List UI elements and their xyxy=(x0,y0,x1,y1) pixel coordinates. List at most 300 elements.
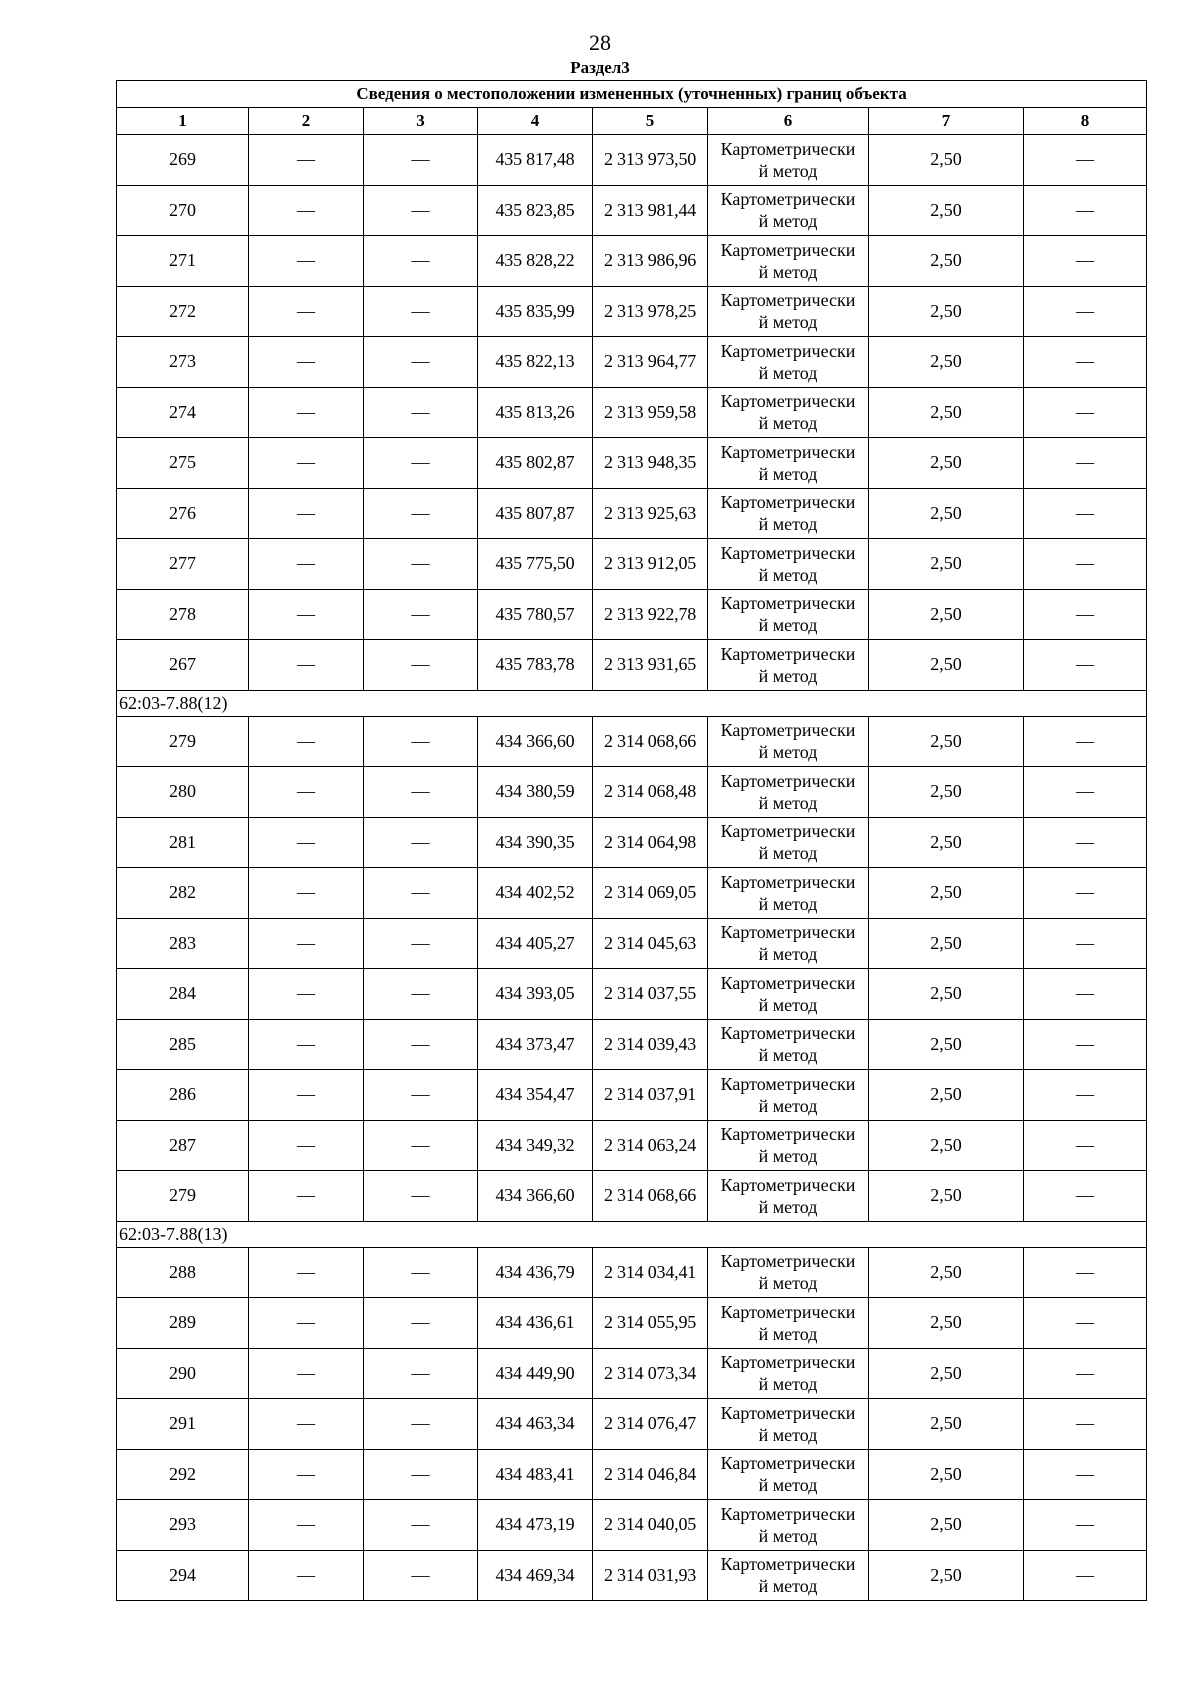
method-cell xyxy=(708,1298,869,1349)
method-line-1: Картометрически xyxy=(720,1352,856,1373)
method-line-2: й метод xyxy=(758,665,818,686)
page-number: 28 xyxy=(589,30,611,55)
method-line-1: Картометрически xyxy=(720,340,856,361)
x-coordinate-cell: 434 463,34 xyxy=(478,1399,593,1450)
method-line-1: Картометрически xyxy=(720,922,856,943)
column-3-cell: — xyxy=(364,969,478,1020)
column-3-cell: — xyxy=(364,135,478,186)
method-cell xyxy=(708,1500,869,1551)
method-line-1: Картометрически xyxy=(720,441,856,462)
y-coordinate-cell: 2 314 076,47 xyxy=(593,1399,708,1450)
table-row xyxy=(117,868,1147,919)
accuracy-cell: 2,50 xyxy=(869,589,1024,640)
column-8-cell: — xyxy=(1024,1171,1147,1222)
method-cell xyxy=(708,1550,869,1601)
accuracy-cell: 2,50 xyxy=(869,337,1024,388)
column-2-cell: — xyxy=(249,488,364,539)
x-coordinate-cell: 434 405,27 xyxy=(478,918,593,969)
table-row xyxy=(117,1500,1147,1551)
x-coordinate-cell: 434 402,52 xyxy=(478,868,593,919)
column-8-cell: — xyxy=(1024,488,1147,539)
column-8-cell: — xyxy=(1024,918,1147,969)
point-number-cell: 282 xyxy=(117,868,249,919)
accuracy-cell: 2,50 xyxy=(869,1348,1024,1399)
column-3-cell: — xyxy=(364,1399,478,1450)
table-row xyxy=(117,135,1147,186)
point-number-cell: 271 xyxy=(117,236,249,287)
y-coordinate-cell: 2 313 959,58 xyxy=(593,387,708,438)
accuracy-cell: 2,50 xyxy=(869,1120,1024,1171)
y-coordinate-cell: 2 314 031,93 xyxy=(593,1550,708,1601)
point-number-cell: 279 xyxy=(117,1171,249,1222)
accuracy-cell: 2,50 xyxy=(869,868,1024,919)
method-line-1: Картометрически xyxy=(720,1554,856,1575)
table-row xyxy=(117,1171,1147,1222)
method-line-1: Картометрически xyxy=(720,1124,856,1145)
x-coordinate-cell: 435 775,50 xyxy=(478,539,593,590)
column-8-cell: — xyxy=(1024,185,1147,236)
column-number-header: 4 xyxy=(478,108,593,135)
column-2-cell: — xyxy=(249,589,364,640)
table-row xyxy=(117,716,1147,767)
point-number-cell: 277 xyxy=(117,539,249,590)
point-number-cell: 283 xyxy=(117,918,249,969)
column-3-cell: — xyxy=(364,438,478,489)
column-3-cell: — xyxy=(364,185,478,236)
column-2-cell: — xyxy=(249,1348,364,1399)
column-3-cell: — xyxy=(364,1449,478,1500)
column-8-cell: — xyxy=(1024,438,1147,489)
x-coordinate-cell: 434 349,32 xyxy=(478,1120,593,1171)
y-coordinate-cell: 2 314 045,63 xyxy=(593,918,708,969)
method-line-2: й метод xyxy=(758,742,818,763)
table-row xyxy=(117,1247,1147,1298)
point-number-cell: 270 xyxy=(117,185,249,236)
point-number-cell: 288 xyxy=(117,1247,249,1298)
y-coordinate-cell: 2 314 068,48 xyxy=(593,767,708,818)
column-3-cell: — xyxy=(364,589,478,640)
point-number-cell: 293 xyxy=(117,1500,249,1551)
accuracy-cell: 2,50 xyxy=(869,1449,1024,1500)
x-coordinate-cell: 434 366,60 xyxy=(478,716,593,767)
x-coordinate-cell: 434 354,47 xyxy=(478,1070,593,1121)
column-number-header: 2 xyxy=(249,108,364,135)
table-row xyxy=(117,539,1147,590)
method-line-2: й метод xyxy=(758,261,818,282)
table-row xyxy=(117,236,1147,287)
method-line-2: й метод xyxy=(758,1576,818,1597)
column-2-cell: — xyxy=(249,1120,364,1171)
column-number-header: 7 xyxy=(869,108,1024,135)
method-line-1: Картометрически xyxy=(720,1402,856,1423)
column-3-cell: — xyxy=(364,716,478,767)
x-coordinate-cell: 434 449,90 xyxy=(478,1348,593,1399)
column-3-cell: — xyxy=(364,1171,478,1222)
column-8-cell: — xyxy=(1024,589,1147,640)
y-coordinate-cell: 2 313 978,25 xyxy=(593,286,708,337)
accuracy-cell: 2,50 xyxy=(869,969,1024,1020)
method-line-1: Картометрически xyxy=(720,871,856,892)
method-line-2: й метод xyxy=(758,1525,818,1546)
y-coordinate-cell: 2 314 068,66 xyxy=(593,1171,708,1222)
method-cell xyxy=(708,640,869,691)
method-cell xyxy=(708,1120,869,1171)
table-row xyxy=(117,589,1147,640)
column-2-cell: — xyxy=(249,767,364,818)
method-line-2: й метод xyxy=(758,362,818,383)
column-number-header: 8 xyxy=(1024,108,1147,135)
column-8-cell: — xyxy=(1024,337,1147,388)
method-line-1: Картометрически xyxy=(720,643,856,664)
y-coordinate-cell: 2 314 046,84 xyxy=(593,1449,708,1500)
column-8-cell: — xyxy=(1024,1298,1147,1349)
table-caption: Сведения о местоположении измененных (уточненных) границ объекта xyxy=(117,81,1147,108)
method-line-2: й метод xyxy=(758,1045,818,1066)
accuracy-cell: 2,50 xyxy=(869,1399,1024,1450)
method-cell xyxy=(708,1247,869,1298)
column-8-cell: — xyxy=(1024,767,1147,818)
method-line-1: Картометрически xyxy=(720,720,856,741)
x-coordinate-cell: 434 473,19 xyxy=(478,1500,593,1551)
method-cell xyxy=(708,1348,869,1399)
column-2-cell: — xyxy=(249,286,364,337)
column-2-cell: — xyxy=(249,438,364,489)
method-line-1: Картометрически xyxy=(720,1174,856,1195)
method-cell xyxy=(708,1019,869,1070)
column-3-cell: — xyxy=(364,286,478,337)
group-label-row xyxy=(117,690,1147,716)
column-8-cell: — xyxy=(1024,1550,1147,1601)
table-row xyxy=(117,286,1147,337)
column-2-cell: — xyxy=(249,817,364,868)
method-line-2: й метод xyxy=(758,1273,818,1294)
method-line-1: Картометрически xyxy=(720,972,856,993)
table-body xyxy=(117,135,1147,1601)
method-line-1: Картометрически xyxy=(720,1073,856,1094)
point-number-cell: 274 xyxy=(117,387,249,438)
x-coordinate-cell: 434 436,61 xyxy=(478,1298,593,1349)
column-8-cell: — xyxy=(1024,1348,1147,1399)
method-line-1: Картометрически xyxy=(720,290,856,311)
group-label: 62:03-7.88(13) xyxy=(117,1221,1147,1247)
y-coordinate-cell: 2 313 964,77 xyxy=(593,337,708,388)
y-coordinate-cell: 2 313 973,50 xyxy=(593,135,708,186)
column-2-cell: — xyxy=(249,1399,364,1450)
point-number-cell: 289 xyxy=(117,1298,249,1349)
method-cell xyxy=(708,135,869,186)
column-2-cell: — xyxy=(249,716,364,767)
method-cell xyxy=(708,1449,869,1500)
column-3-cell: — xyxy=(364,1120,478,1171)
accuracy-cell: 2,50 xyxy=(869,1298,1024,1349)
x-coordinate-cell: 435 828,22 xyxy=(478,236,593,287)
x-coordinate-cell: 435 817,48 xyxy=(478,135,593,186)
column-2-cell: — xyxy=(249,868,364,919)
column-number-header: 6 xyxy=(708,108,869,135)
table-row xyxy=(117,918,1147,969)
accuracy-cell: 2,50 xyxy=(869,1500,1024,1551)
x-coordinate-cell: 435 813,26 xyxy=(478,387,593,438)
column-number-header: 3 xyxy=(364,108,478,135)
x-coordinate-cell: 435 802,87 xyxy=(478,438,593,489)
method-line-2: й метод xyxy=(758,312,818,333)
column-2-cell: — xyxy=(249,1449,364,1500)
column-3-cell: — xyxy=(364,767,478,818)
y-coordinate-cell: 2 313 981,44 xyxy=(593,185,708,236)
y-coordinate-cell: 2 314 064,98 xyxy=(593,817,708,868)
column-3-cell: — xyxy=(364,1070,478,1121)
x-coordinate-cell: 435 823,85 xyxy=(478,185,593,236)
column-8-cell: — xyxy=(1024,868,1147,919)
method-cell xyxy=(708,387,869,438)
accuracy-cell: 2,50 xyxy=(869,185,1024,236)
point-number-cell: 281 xyxy=(117,817,249,868)
method-cell xyxy=(708,969,869,1020)
method-line-2: й метод xyxy=(758,564,818,585)
method-line-1: Картометрически xyxy=(720,1301,856,1322)
method-line-1: Картометрически xyxy=(720,821,856,842)
y-coordinate-cell: 2 314 068,66 xyxy=(593,716,708,767)
method-line-1: Картометрически xyxy=(720,138,856,159)
column-8-cell: — xyxy=(1024,1500,1147,1551)
method-line-1: Картометрически xyxy=(720,542,856,563)
column-2-cell: — xyxy=(249,337,364,388)
method-cell xyxy=(708,817,869,868)
accuracy-cell: 2,50 xyxy=(869,387,1024,438)
x-coordinate-cell: 434 366,60 xyxy=(478,1171,593,1222)
accuracy-cell: 2,50 xyxy=(869,918,1024,969)
column-3-cell: — xyxy=(364,918,478,969)
table-row xyxy=(117,1348,1147,1399)
column-8-cell: — xyxy=(1024,640,1147,691)
point-number-cell: 269 xyxy=(117,135,249,186)
accuracy-cell: 2,50 xyxy=(869,1019,1024,1070)
method-line-2: й метод xyxy=(758,1146,818,1167)
column-3-cell: — xyxy=(364,387,478,438)
method-line-2: й метод xyxy=(758,615,818,636)
table-row xyxy=(117,1120,1147,1171)
method-line-2: й метод xyxy=(758,1095,818,1116)
x-coordinate-cell: 434 393,05 xyxy=(478,969,593,1020)
x-coordinate-cell: 434 436,79 xyxy=(478,1247,593,1298)
method-line-2: й метод xyxy=(758,792,818,813)
column-3-cell: — xyxy=(364,1247,478,1298)
column-8-cell: — xyxy=(1024,1070,1147,1121)
y-coordinate-cell: 2 313 986,96 xyxy=(593,236,708,287)
accuracy-cell: 2,50 xyxy=(869,640,1024,691)
column-3-cell: — xyxy=(364,1019,478,1070)
method-line-2: й метод xyxy=(758,211,818,232)
column-8-cell: — xyxy=(1024,286,1147,337)
method-line-2: й метод xyxy=(758,893,818,914)
point-number-cell: 285 xyxy=(117,1019,249,1070)
y-coordinate-cell: 2 314 069,05 xyxy=(593,868,708,919)
y-coordinate-cell: 2 314 040,05 xyxy=(593,1500,708,1551)
column-2-cell: — xyxy=(249,1070,364,1121)
accuracy-cell: 2,50 xyxy=(869,236,1024,287)
table-row xyxy=(117,1019,1147,1070)
accuracy-cell: 2,50 xyxy=(869,539,1024,590)
column-2-cell: — xyxy=(249,1550,364,1601)
method-line-2: й метод xyxy=(758,413,818,434)
column-2-cell: — xyxy=(249,236,364,287)
table-row xyxy=(117,185,1147,236)
method-line-1: Картометрически xyxy=(720,770,856,791)
column-2-cell: — xyxy=(249,185,364,236)
column-3-cell: — xyxy=(364,1500,478,1551)
method-line-1: Картометрически xyxy=(720,1251,856,1272)
method-cell xyxy=(708,488,869,539)
y-coordinate-cell: 2 314 073,34 xyxy=(593,1348,708,1399)
column-8-cell: — xyxy=(1024,1399,1147,1450)
point-number-cell: 276 xyxy=(117,488,249,539)
method-cell xyxy=(708,185,869,236)
method-line-1: Картометрически xyxy=(720,1453,856,1474)
point-number-cell: 272 xyxy=(117,286,249,337)
column-2-cell: — xyxy=(249,1298,364,1349)
method-cell xyxy=(708,1171,869,1222)
point-number-cell: 291 xyxy=(117,1399,249,1450)
method-cell xyxy=(708,1399,869,1450)
table-row xyxy=(117,1298,1147,1349)
method-line-1: Картометрически xyxy=(720,1023,856,1044)
table-row xyxy=(117,488,1147,539)
method-line-2: й метод xyxy=(758,1424,818,1445)
y-coordinate-cell: 2 313 931,65 xyxy=(593,640,708,691)
method-cell xyxy=(708,589,869,640)
accuracy-cell: 2,50 xyxy=(869,1550,1024,1601)
table-row xyxy=(117,1550,1147,1601)
method-cell xyxy=(708,767,869,818)
x-coordinate-cell: 434 469,34 xyxy=(478,1550,593,1601)
table-row xyxy=(117,337,1147,388)
point-number-cell: 284 xyxy=(117,969,249,1020)
point-number-cell: 280 xyxy=(117,767,249,818)
accuracy-cell: 2,50 xyxy=(869,1247,1024,1298)
point-number-cell: 292 xyxy=(117,1449,249,1500)
y-coordinate-cell: 2 314 055,95 xyxy=(593,1298,708,1349)
method-cell xyxy=(708,868,869,919)
column-3-cell: — xyxy=(364,1550,478,1601)
method-line-2: й метод xyxy=(758,463,818,484)
table-row xyxy=(117,817,1147,868)
column-3-cell: — xyxy=(364,817,478,868)
method-line-2: й метод xyxy=(758,1323,818,1344)
method-line-1: Картометрически xyxy=(720,239,856,260)
column-8-cell: — xyxy=(1024,539,1147,590)
method-line-2: й метод xyxy=(758,843,818,864)
column-2-cell: — xyxy=(249,1500,364,1551)
table-row xyxy=(117,1070,1147,1121)
table-row xyxy=(117,1399,1147,1450)
method-line-2: й метод xyxy=(758,514,818,535)
column-2-cell: — xyxy=(249,1171,364,1222)
method-cell xyxy=(708,1070,869,1121)
method-line-1: Картометрически xyxy=(720,1503,856,1524)
group-label-row xyxy=(117,1221,1147,1247)
accuracy-cell: 2,50 xyxy=(869,716,1024,767)
x-coordinate-cell: 435 835,99 xyxy=(478,286,593,337)
column-2-cell: — xyxy=(249,387,364,438)
method-cell xyxy=(708,918,869,969)
method-cell xyxy=(708,539,869,590)
column-3-cell: — xyxy=(364,236,478,287)
x-coordinate-cell: 434 380,59 xyxy=(478,767,593,818)
point-number-cell: 294 xyxy=(117,1550,249,1601)
accuracy-cell: 2,50 xyxy=(869,1171,1024,1222)
method-cell xyxy=(708,438,869,489)
table-row xyxy=(117,387,1147,438)
point-number-cell: 279 xyxy=(117,716,249,767)
column-2-cell: — xyxy=(249,918,364,969)
column-2-cell: — xyxy=(249,135,364,186)
method-line-2: й метод xyxy=(758,944,818,965)
column-2-cell: — xyxy=(249,640,364,691)
point-number-cell: 267 xyxy=(117,640,249,691)
accuracy-cell: 2,50 xyxy=(869,767,1024,818)
group-label: 62:03-7.88(12) xyxy=(117,690,1147,716)
column-3-cell: — xyxy=(364,868,478,919)
table-row xyxy=(117,767,1147,818)
column-3-cell: — xyxy=(364,539,478,590)
method-cell xyxy=(708,337,869,388)
method-line-2: й метод xyxy=(758,1374,818,1395)
table-row xyxy=(117,969,1147,1020)
x-coordinate-cell: 434 390,35 xyxy=(478,817,593,868)
column-3-cell: — xyxy=(364,488,478,539)
point-number-cell: 275 xyxy=(117,438,249,489)
point-number-cell: 286 xyxy=(117,1070,249,1121)
column-8-cell: — xyxy=(1024,236,1147,287)
method-line-2: й метод xyxy=(758,1196,818,1217)
point-number-cell: 278 xyxy=(117,589,249,640)
column-8-cell: — xyxy=(1024,135,1147,186)
x-coordinate-cell: 434 483,41 xyxy=(478,1449,593,1500)
method-line-2: й метод xyxy=(758,994,818,1015)
accuracy-cell: 2,50 xyxy=(869,438,1024,489)
accuracy-cell: 2,50 xyxy=(869,286,1024,337)
column-8-cell: — xyxy=(1024,1247,1147,1298)
column-2-cell: — xyxy=(249,539,364,590)
accuracy-cell: 2,50 xyxy=(869,1070,1024,1121)
point-number-cell: 273 xyxy=(117,337,249,388)
table-row xyxy=(117,1449,1147,1500)
column-3-cell: — xyxy=(364,337,478,388)
x-coordinate-cell: 435 780,57 xyxy=(478,589,593,640)
y-coordinate-cell: 2 314 037,91 xyxy=(593,1070,708,1121)
y-coordinate-cell: 2 314 037,55 xyxy=(593,969,708,1020)
x-coordinate-cell: 435 807,87 xyxy=(478,488,593,539)
column-8-cell: — xyxy=(1024,716,1147,767)
boundary-coordinates-table xyxy=(116,80,1147,1601)
point-number-cell: 290 xyxy=(117,1348,249,1399)
method-cell xyxy=(708,716,869,767)
method-line-1: Картометрически xyxy=(720,391,856,412)
y-coordinate-cell: 2 314 034,41 xyxy=(593,1247,708,1298)
column-number-header: 5 xyxy=(593,108,708,135)
point-number-cell: 287 xyxy=(117,1120,249,1171)
section-title: Раздел3 xyxy=(570,58,630,77)
x-coordinate-cell: 435 822,13 xyxy=(478,337,593,388)
y-coordinate-cell: 2 313 925,63 xyxy=(593,488,708,539)
column-8-cell: — xyxy=(1024,969,1147,1020)
method-line-2: й метод xyxy=(758,160,818,181)
column-2-cell: — xyxy=(249,1247,364,1298)
accuracy-cell: 2,50 xyxy=(869,488,1024,539)
method-line-1: Картометрически xyxy=(720,593,856,614)
column-8-cell: — xyxy=(1024,387,1147,438)
column-8-cell: — xyxy=(1024,1449,1147,1500)
